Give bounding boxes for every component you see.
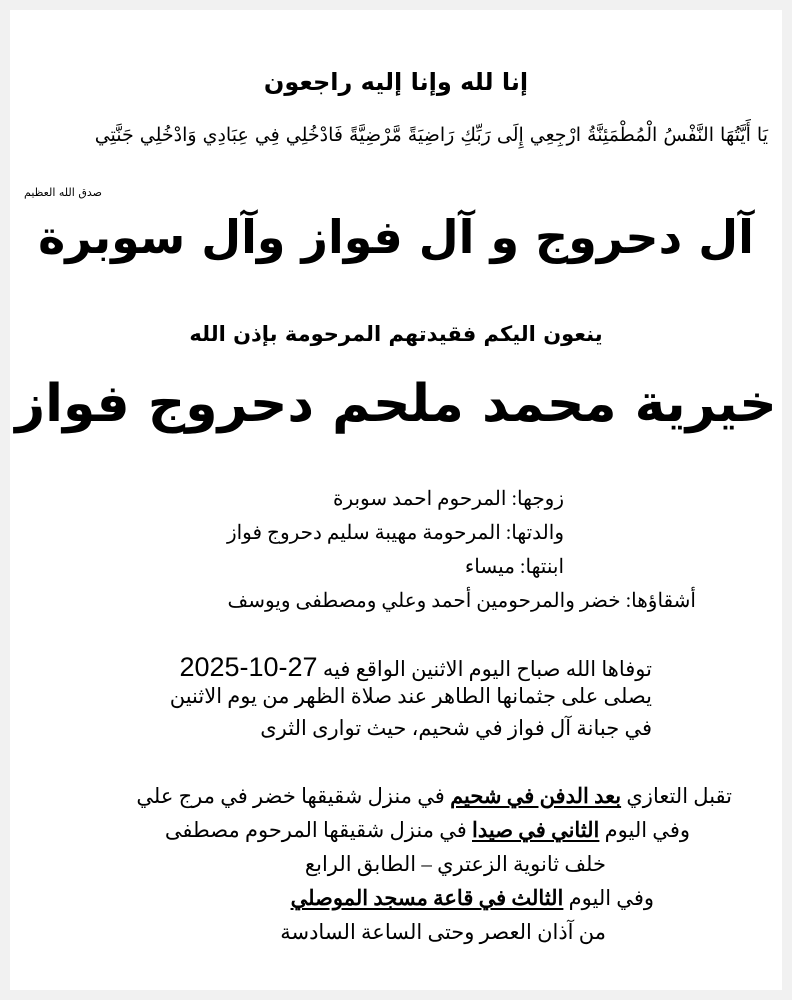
family-names-heading: آل دحروج و آل فواز وآل سوبرة <box>38 210 754 264</box>
relative-husband: زوجها: المرحوم احمد سوبرة <box>332 488 564 510</box>
condolence-day3 <box>291 886 654 911</box>
condolence-day2-pre: وفي اليوم <box>604 818 690 842</box>
death-date-text: توفاها الله صباح اليوم الاثنين الواقع فيه <box>322 657 652 681</box>
burial-location-line: في جبانة آل فواز في شحيم، حيث توارى الثرى <box>260 716 652 740</box>
condolence-day3-highlight: الثالث في قاعة مسجد الموصلي <box>290 886 564 910</box>
condolence-day2-post: في منزل شقيقها المرحوم مصطفى <box>164 818 467 842</box>
deceased-name: خيرية محمد ملحم دحروج فواز <box>15 374 777 434</box>
condolence-day2-address: خلف ثانوية الزعتري – الطابق الرابع <box>304 852 606 876</box>
relative-daughter: ابنتها: ميساء <box>464 556 564 578</box>
condolence-day2 <box>165 818 690 843</box>
condolence-day1-post: في منزل شقيقها خضر في مرج علي <box>136 784 445 808</box>
mourning-announcement: ينعون اليكم فقيدتهم المرحومة بإذن الله <box>189 322 603 346</box>
death-date-line <box>179 652 652 683</box>
quran-verse: يَا أَيَّتُهَا النَّفْسُ الْمُطْمَئِنَّةُ ارْجِعِي إِلَى رَبِّكِ رَاضِيَةً مَّرْضِيَّةً فَادْخُلِي فِي عِبَادِي وَادْخُلِي جَنَّتِي <box>94 124 768 146</box>
condolence-day1-highlight: بعد الدفن في شحيم <box>450 784 622 808</box>
relative-siblings: أشقاؤها: خضر والمرحومين أحمد وعلي ومصطفى ويوسف <box>227 590 696 612</box>
funeral-prayer-line: يصلى على جثمانها الطاهر عند صلاة الظهر من يوم الاثنين <box>169 684 652 708</box>
obituary-notice <box>10 10 782 990</box>
opening-phrase: إنا لله وإنا إليه راجعون <box>263 68 529 96</box>
condolence-hours: من آذان العصر وحتى الساعة السادسة <box>280 920 606 944</box>
sadaqa-allah-note: صدق الله العظيم <box>24 186 102 199</box>
relative-mother: والدتها: المرحومة مهيبة سليم دحروج فواز <box>226 522 564 544</box>
condolence-day1-pre: تقبل التعازي <box>626 784 732 808</box>
condolence-day2-highlight: الثاني في صيدا <box>472 818 600 842</box>
condolence-day1 <box>136 784 732 809</box>
death-date: 2025-10-27 <box>179 652 318 682</box>
condolence-day3-pre: وفي اليوم <box>568 886 654 910</box>
